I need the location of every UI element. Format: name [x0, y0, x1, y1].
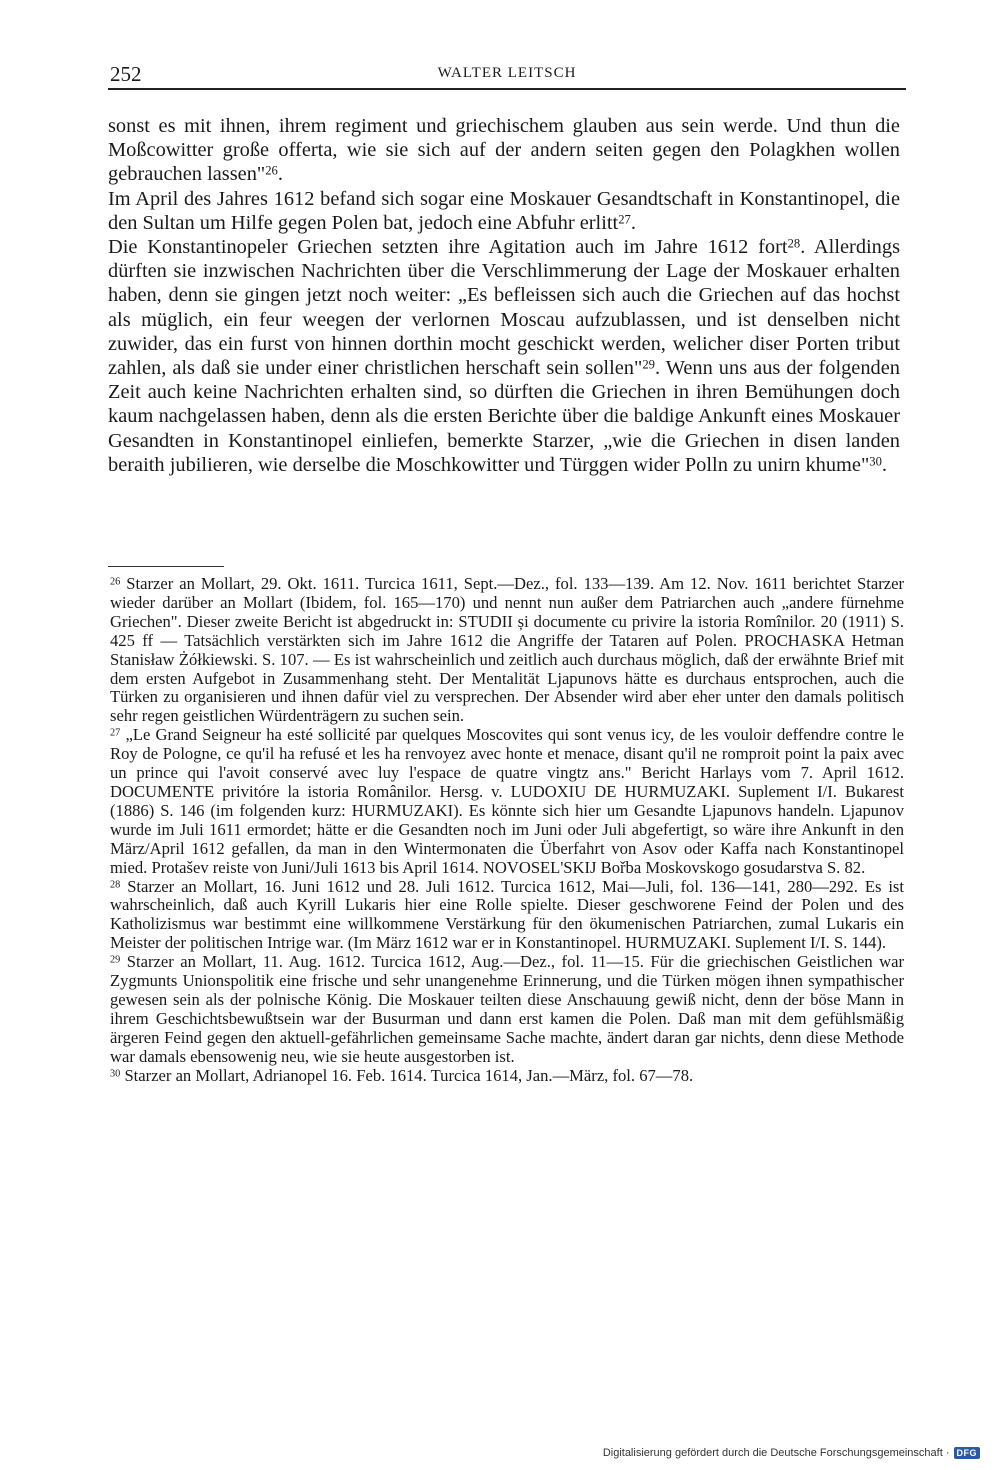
footnote-number: 29	[110, 954, 121, 966]
footer-text: Digitalisierung gefördert durch die Deutsche Forschungsgemeinschaft ·	[602, 1447, 950, 1459]
text-span: . Wenn uns aus der folgenden Zeit auch keine Nachrichten erhalten sind, so dürften die Griechen in ihren Bemühungen doch kaum nachgelassen haben, denn als die ersten Berichte über die baldige Ankunft eines Moskauer Gesandten in Konstantinopel einliefen, bemerkte Starzer, „wie die Griechen in disen landen beraith jubilieren, wie derselbe die Moschkowitter und Türggen wider Polln zu unirn khume"	[108, 357, 900, 476]
footnote-text: Starzer an Mollart, Adrianopel 16. Feb. 1614. Turcica 1614, Jan.—März, fol. 67—78.	[124, 1065, 694, 1085]
footnote-ref[interactable]: 28	[787, 236, 801, 251]
dfg-logo[interactable]: DFG	[954, 1447, 981, 1459]
footnote	[110, 878, 904, 954]
footnotes	[110, 575, 904, 1085]
paragraph	[108, 187, 900, 235]
text-span: .	[277, 163, 283, 186]
footnote-rule	[108, 566, 224, 567]
footnote-ref[interactable]: 26	[265, 163, 278, 178]
text-span: .	[881, 453, 888, 476]
main-text	[108, 114, 900, 477]
running-title: WALTER LEITSCH	[437, 65, 577, 81]
text-span: . Allerdings dürften sie inzwischen Nachrichten über die Verschlimmerung der Lage der Moskauer erhalten haben, denn sie gingen jetzt noch weiter: „Es befleissen sich auch die Griechen auf das hochst als müglich, ein feur weegen der verlornen Moscau aufzublassen, und ist denselben nicht zuwider, das ein furst von hinnen dorthin mocht geschickt werden, welicher diser Porten tribut zahlen, als daß sie under einer christlichen herschaft sein sollen"	[108, 236, 901, 380]
footnote-number: 28	[110, 878, 121, 890]
paragraph	[108, 114, 900, 187]
text-span: sonst es mit ihnen, ihrem regiment und griechischem glauben aus sein werde. Und thun die Moßcowitter große offerta, wie sie sich auf der andern seiten gegen den Polagkhen wollen gebrauchen lassen"	[108, 115, 900, 186]
digitization-footer	[603, 1447, 980, 1459]
footnote-ref[interactable]: 27	[618, 212, 631, 227]
text-span: .	[630, 211, 636, 234]
footnote-ref[interactable]: 30	[869, 454, 882, 469]
footnote-number: 26	[110, 576, 121, 588]
page-header	[108, 62, 906, 88]
text-span: Die Konstantinopeler Griechen setzten ihre Agitation auch im Jahre 1612 fort	[108, 236, 788, 259]
footnote-text: „Le Grand Seigneur ha esté sollicité par quelques Moscovites qui sont venus icy, de les vouloir deffendre contre le Roy de Pologne, ce qu'il ha refusé et les ha renvoyez avec honte et menace, disant qu'il ne romproit point la paix avec un prince qui l'avoit conservé avec luy l'espace de quatre vingtz ans." Bericht Harlays vom 7. April 1612. DOCUMENTE privitóre la istoria Românilor. Hersg. v. LUDOXIU DE HURMUZAKI. Suplement I/I. Bukarest (1886) S. 146 (im folgenden kurz: HURMUZAKI). Es könnte sich hier um Gesandte Ljapunovs handeln. Ljapunov wurde im Juli 1611 ermordet; hätte er die Gesandten noch im Juni oder Juli abgefertigt, so wäre ihre Ankunft in den März/April 1612 gefallen, da man in den Wintermonaten die Überfahrt von Asov oder Kaffa nach Konstantinopel mied. Protašev reiste von Juni/Juli 1613 bis April 1614. NOVOSEL'SKIJ Bořba Moskovskogo gosudarstva S. 82.	[110, 725, 904, 877]
footnote-number: 30	[110, 1067, 121, 1079]
footnote-text: Starzer an Mollart, 11. Aug. 1612. Turcica 1612, Aug.—Dez., fol. 11—15. Für die griechischen Geistlichen war Zygmunts Unionspolitik eine frische und sehr unangenehme Erinnerung, und die Türken mögen ihnen sympathischer gewesen sein als der polnische König. Die Moskauer teilten diese Anschauung gewiß nicht, denn der böse Mann in ihrem Geschichtsbewußtsein war der Busurman und dann erst kamen die Polen. Daß man mit dem gefühlsmäßig ärgeren Feind gegen den aktuell-gefährlichen gemeinsame Sache machte, ändert daran gar nichts, denn diese Methode war damals ebensowenig neu, wie sie heute ausgestorben ist.	[110, 952, 904, 1066]
footnote	[110, 575, 904, 726]
footnote	[110, 953, 904, 1066]
paragraph	[108, 235, 900, 477]
footnote-text: Starzer an Mollart, 29. Okt. 1611. Turcica 1611, Sept.—Dez., fol. 133—139. Am 12. Nov. 1611 berichtet Starzer wieder darüber an Mollart (Ibidem, fol. 165—170) und nennt nun außer dem Patriarchen auch „andere fürnehme Griechen". Dieser zweite Bericht ist abgedruckt in: STUDII și documente cu privire la istoria Romînilor. 20 (1911) S. 425 ff — Tatsächlich verstärkten sich im Jahre 1612 die Angriffe der Tataren auf Polen. PROCHASKA Hetman Stanisław Żółkiewski. S. 107. — Es ist wahrscheinlich und zeitlich auch durchaus möglich, daß der erwähnte Brief mit dem ersten Aufgebot in Zusammenhang steht. Der Mentalität Ljapunovs hätte es durchaus entsprochen, auch die Türken zu organisieren und ihnen dafür viel zu versprechen. Der Absender wird aber eher unter den damals politisch sehr regen geistlichen Würdenträgern zu suchen sein.	[110, 574, 904, 726]
footnote	[110, 1067, 904, 1086]
header-rule	[108, 88, 906, 90]
footnote-number: 27	[110, 727, 121, 739]
footnote-ref[interactable]: 29	[642, 357, 655, 372]
page-number: 252	[110, 62, 142, 86]
footnote-text: Starzer an Mollart, 16. Juni 1612 und 28. Juli 1612. Turcica 1612, Mai—Juli, fol. 136—141, 280—292. Es ist wahrscheinlich, daß auch Kyrill Lukaris hier eine Rolle spielte. Dieser geschworene Feind der Polen und des Katholizismus war bestimmt eine willkommene Verstärkung für den ökumenischen Patriarchen, zumal Lukaris ein Meister der politischen Intrige war. (Im März 1612 war er in Konstantinopel. HURMUZAKI. Suplement I/I. S. 144).	[110, 876, 905, 953]
text-span: Im April des Jahres 1612 befand sich sogar eine Moskauer Gesandtschaft in Konstantinopel, die den Sultan um Hilfe gegen Polen bat, jedoch eine Abfuhr erlitt	[108, 187, 900, 234]
footnote	[110, 726, 904, 877]
